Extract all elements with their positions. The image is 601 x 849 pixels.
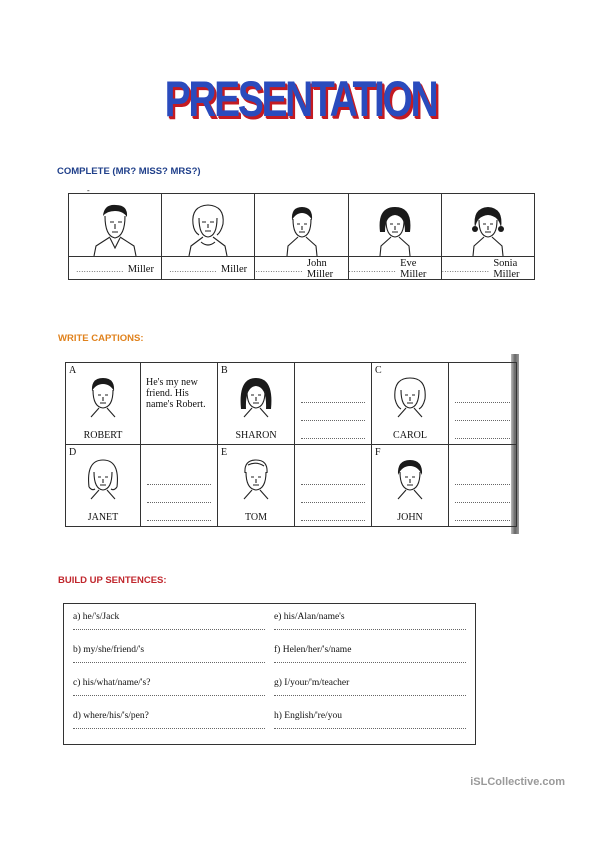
girl-portrait-icon [390,375,430,421]
person-name: Eve Miller [400,258,427,280]
caption-name: TOM [244,512,268,523]
watermark: iSLCollective.com [470,776,565,788]
caption-write-cell[interactable] [295,445,372,527]
person-cell [255,194,348,279]
sentence-prompt: he/'s/Jack [82,612,120,622]
captions-heading: WRITE CAPTIONS: [58,333,144,344]
answer-line[interactable] [274,695,466,696]
girl-portrait-icon [236,375,276,421]
caption-write-cell[interactable] [449,363,516,445]
boy-portrait-icon [83,375,123,421]
answer-blank: ................... [348,264,397,274]
girl-portrait-icon [372,202,418,256]
boy-portrait-icon [279,202,325,256]
complete-heading: COMPLETE (MR? MISS? MRS?) [57,166,201,177]
caption-write-cell[interactable] [449,445,516,527]
cell-letter: A [69,365,77,376]
caption-example-cell [141,363,218,445]
sentence-label: b) [73,645,81,655]
sentence-label: d) [73,711,81,721]
sentence-item [274,645,351,655]
person-name: Sonia Miller [493,258,520,280]
caption-picture-cell [66,445,141,527]
boy-portrait-icon [390,457,430,503]
sentence-item [73,612,119,622]
page-title: PRESENTATION [164,71,437,127]
person-name: John Miller [306,258,334,280]
woman-portrait-icon [185,202,231,256]
sentence-item [73,711,149,721]
captions-table [65,362,518,527]
sentence-prompt: my/she/friend/'s [83,645,145,655]
cell-letter: E [221,446,228,458]
sentence-item [274,711,342,721]
sentences-box [63,603,476,745]
person-name: Miller [127,263,154,275]
answer-blank: ................... [76,264,124,274]
sentence-label: f) [274,645,281,655]
complete-table [68,193,535,280]
sentence-prompt: English/'re/you [284,711,342,721]
sentence-label: e) [274,612,282,622]
cell-letter: B [221,365,228,376]
caption-picture-cell [372,445,449,527]
sentence-item [73,678,150,688]
answer-blank: ................... [169,264,217,274]
caption-example: He's my new friend. His name's Robert. [146,377,206,410]
man-portrait-icon [92,202,138,256]
person-cell [69,194,162,279]
caption-picture-cell [218,363,295,445]
sentence-item [274,678,349,688]
cell-letter: D [69,446,77,458]
caption-write-cell[interactable] [141,445,218,527]
answer-line[interactable] [73,695,265,696]
answer-line[interactable] [73,629,265,630]
answer-blank: ................... [255,264,303,274]
caption-picture-cell [66,363,141,445]
sentences-heading: BUILD UP SENTENCES: [58,575,167,586]
sentence-item [73,645,144,655]
caption-name: JOHN [397,512,423,523]
answer-line[interactable] [274,728,466,729]
cell-letter: F [375,446,381,458]
boy-portrait-icon [236,457,276,503]
sentence-label: h) [274,711,282,721]
caption-picture-cell [372,363,449,445]
person-cell [349,194,442,279]
girl-portrait-icon [83,457,123,503]
answer-line[interactable] [274,662,466,663]
person-cell [162,194,255,279]
caption-name: JANET [87,512,119,523]
caption-name: CAROL [393,429,427,441]
stray-mark: - [87,186,90,195]
sentence-label: g) [274,678,282,688]
sentence-prompt: Helen/her/'s/name [282,645,352,655]
sentence-prompt: his/what/name/'s? [82,678,151,688]
answer-line[interactable] [73,662,265,663]
caption-name: SHARON [235,429,277,441]
answer-line[interactable] [73,728,265,729]
person-name: Miller [220,263,248,275]
caption-picture-cell [218,445,295,527]
caption-write-cell[interactable] [295,363,372,445]
sentence-label: c) [73,678,81,688]
answer-blank: ................... [441,264,490,274]
answer-line[interactable] [274,629,466,630]
sentence-label: a) [73,612,81,622]
person-cell [442,194,534,279]
sentence-item [274,612,345,622]
sentence-prompt: where/his/'s/pen? [83,711,149,721]
sentence-prompt: his/Alan/name's [283,612,345,622]
sentence-prompt: I/your/'m/teacher [284,678,350,688]
cell-letter: C [375,365,382,376]
caption-name: ROBERT [83,429,123,441]
girl-portrait-icon [465,202,511,256]
